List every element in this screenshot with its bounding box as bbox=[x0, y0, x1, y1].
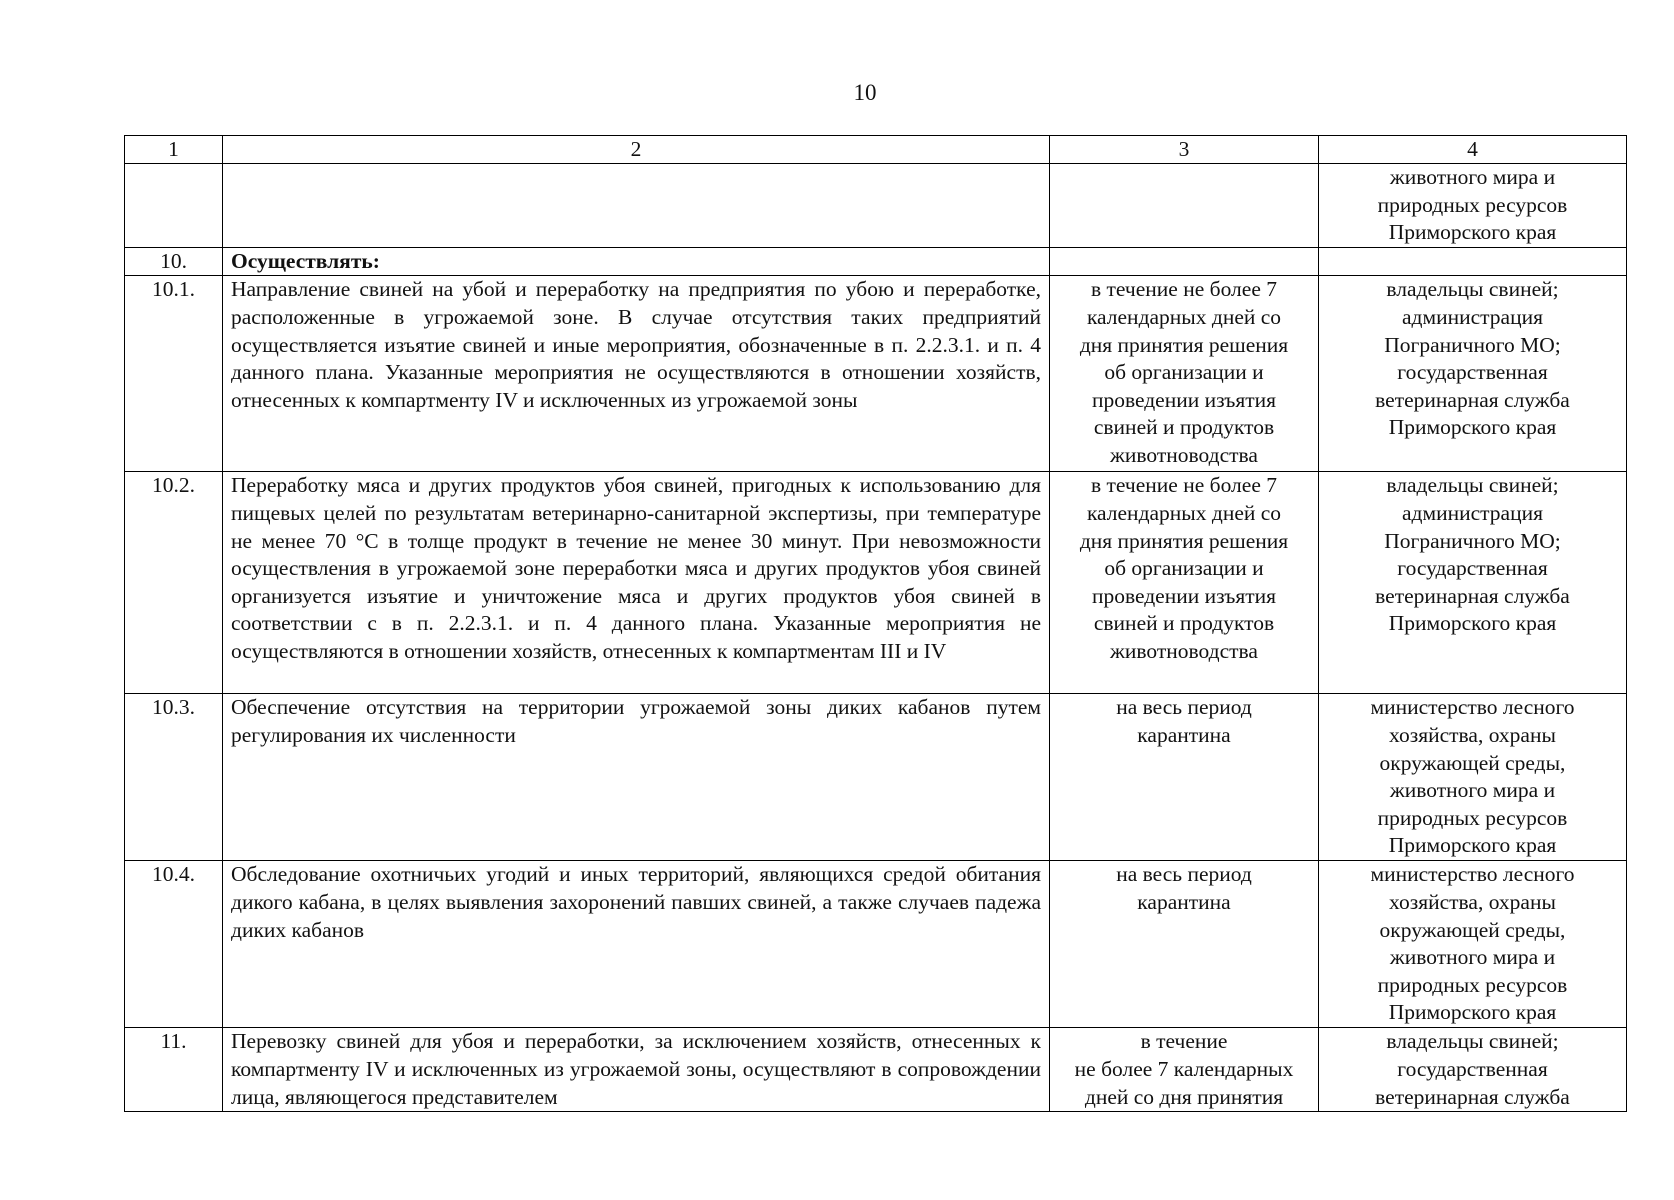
item-action: Обследование охотничьих угодий и иных территорий, являющихся средой обитания дикого кабана, в целях выявления захоронений павших свиней, а также случаев падежа диких кабанов bbox=[223, 861, 1050, 1028]
item-action: Осуществлять: bbox=[223, 247, 1050, 276]
item-responsible: министерство лесного хозяйства, охраны окружающей среды, животного мира и природных ресурсов Приморского края bbox=[1319, 861, 1627, 1028]
item-action: Перевозку свиней для убоя и переработки, за исключением хозяйств, отнесенных к компартменту IV и исключенных из угрожаемой зоны, осуществляют в сопровождении лица, являющегося представителем bbox=[223, 1028, 1050, 1112]
item-number: 10.4. bbox=[125, 861, 223, 1028]
table-row bbox=[125, 1028, 1627, 1112]
table-row bbox=[125, 472, 1627, 694]
item-term: в течение не более 7 календарных дней со дня принятия решения об организации и проведении изъятия свиней и продуктов животноводства bbox=[1050, 276, 1319, 472]
item-responsible: министерство лесного хозяйства, охраны окружающей среды, животного мира и природных ресурсов Приморского края bbox=[1319, 694, 1627, 861]
item-term bbox=[1050, 164, 1319, 248]
item-action: Переработку мяса и других продуктов убоя свиней, пригодных к использованию для пищевых целей по результатам ветеринарно-санитарной экспертизы, при температуре не менее 70 °С в толще продукт в течение не менее 30 минут. При невозможности осуществления в угрожаемой зоне переработки мяса и других продуктов убоя свиней организуется изъятие и уничтожение мяса и других продуктов убоя свиней в соответствии с в п. 2.2.3.1. и п. 4 данного плана. Указанные мероприятия не осуществляются в отношении хозяйств, отнесенных к компартментам III и IV bbox=[223, 472, 1050, 694]
item-term: в течение не более 7 календарных дней со дня принятия bbox=[1050, 1028, 1319, 1112]
column-number: 4 bbox=[1319, 136, 1627, 164]
item-term: на весь период карантина bbox=[1050, 694, 1319, 861]
item-number: 10.1. bbox=[125, 276, 223, 472]
item-action: Направление свиней на убой и переработку на предприятия по убою и переработке, расположенные в угрожаемой зоне. В случае отсутствия таких предприятий осуществляется изъятие свиней и иные мероприятия, обозначенные в п. 2.2.3.1. и п. 4 данного плана. Указанные мероприятия не осуществляются в отношении хозяйств, отнесенных к компартменту IV и исключенных из угрожаемой зоны bbox=[223, 276, 1050, 472]
item-term: на весь период карантина bbox=[1050, 861, 1319, 1028]
item-responsible bbox=[1319, 247, 1627, 276]
item-number: 11. bbox=[125, 1028, 223, 1112]
item-action: Обеспечение отсутствия на территории угрожаемой зоны диких кабанов путем регулирования их численности bbox=[223, 694, 1050, 861]
item-action bbox=[223, 164, 1050, 248]
column-number: 2 bbox=[223, 136, 1050, 164]
column-number: 3 bbox=[1050, 136, 1319, 164]
table-row bbox=[125, 276, 1627, 472]
item-responsible: владельцы свиней; администрация Пограничного МО; государственная ветеринарная служба Приморского края bbox=[1319, 276, 1627, 472]
table-row bbox=[125, 164, 1627, 248]
table-row bbox=[125, 247, 1627, 276]
table-row bbox=[125, 694, 1627, 861]
item-number: 10. bbox=[125, 247, 223, 276]
item-number: 10.2. bbox=[125, 472, 223, 694]
item-responsible: владельцы свиней; администрация Пограничного МО; государственная ветеринарная служба Приморского края bbox=[1319, 472, 1627, 694]
page-number: 10 bbox=[853, 80, 877, 105]
item-responsible: животного мира и природных ресурсов Приморского края bbox=[1319, 164, 1627, 248]
table-row bbox=[125, 861, 1627, 1028]
item-term: в течение не более 7 календарных дней со дня принятия решения об организации и проведении изъятия свиней и продуктов животноводства bbox=[1050, 472, 1319, 694]
item-term bbox=[1050, 247, 1319, 276]
item-number: 10.3. bbox=[125, 694, 223, 861]
column-number-row bbox=[125, 136, 1627, 164]
item-number bbox=[125, 164, 223, 248]
column-number: 1 bbox=[125, 136, 223, 164]
plan-table bbox=[124, 135, 1627, 1112]
item-responsible: владельцы свиней; государственная ветеринарная служба bbox=[1319, 1028, 1627, 1112]
